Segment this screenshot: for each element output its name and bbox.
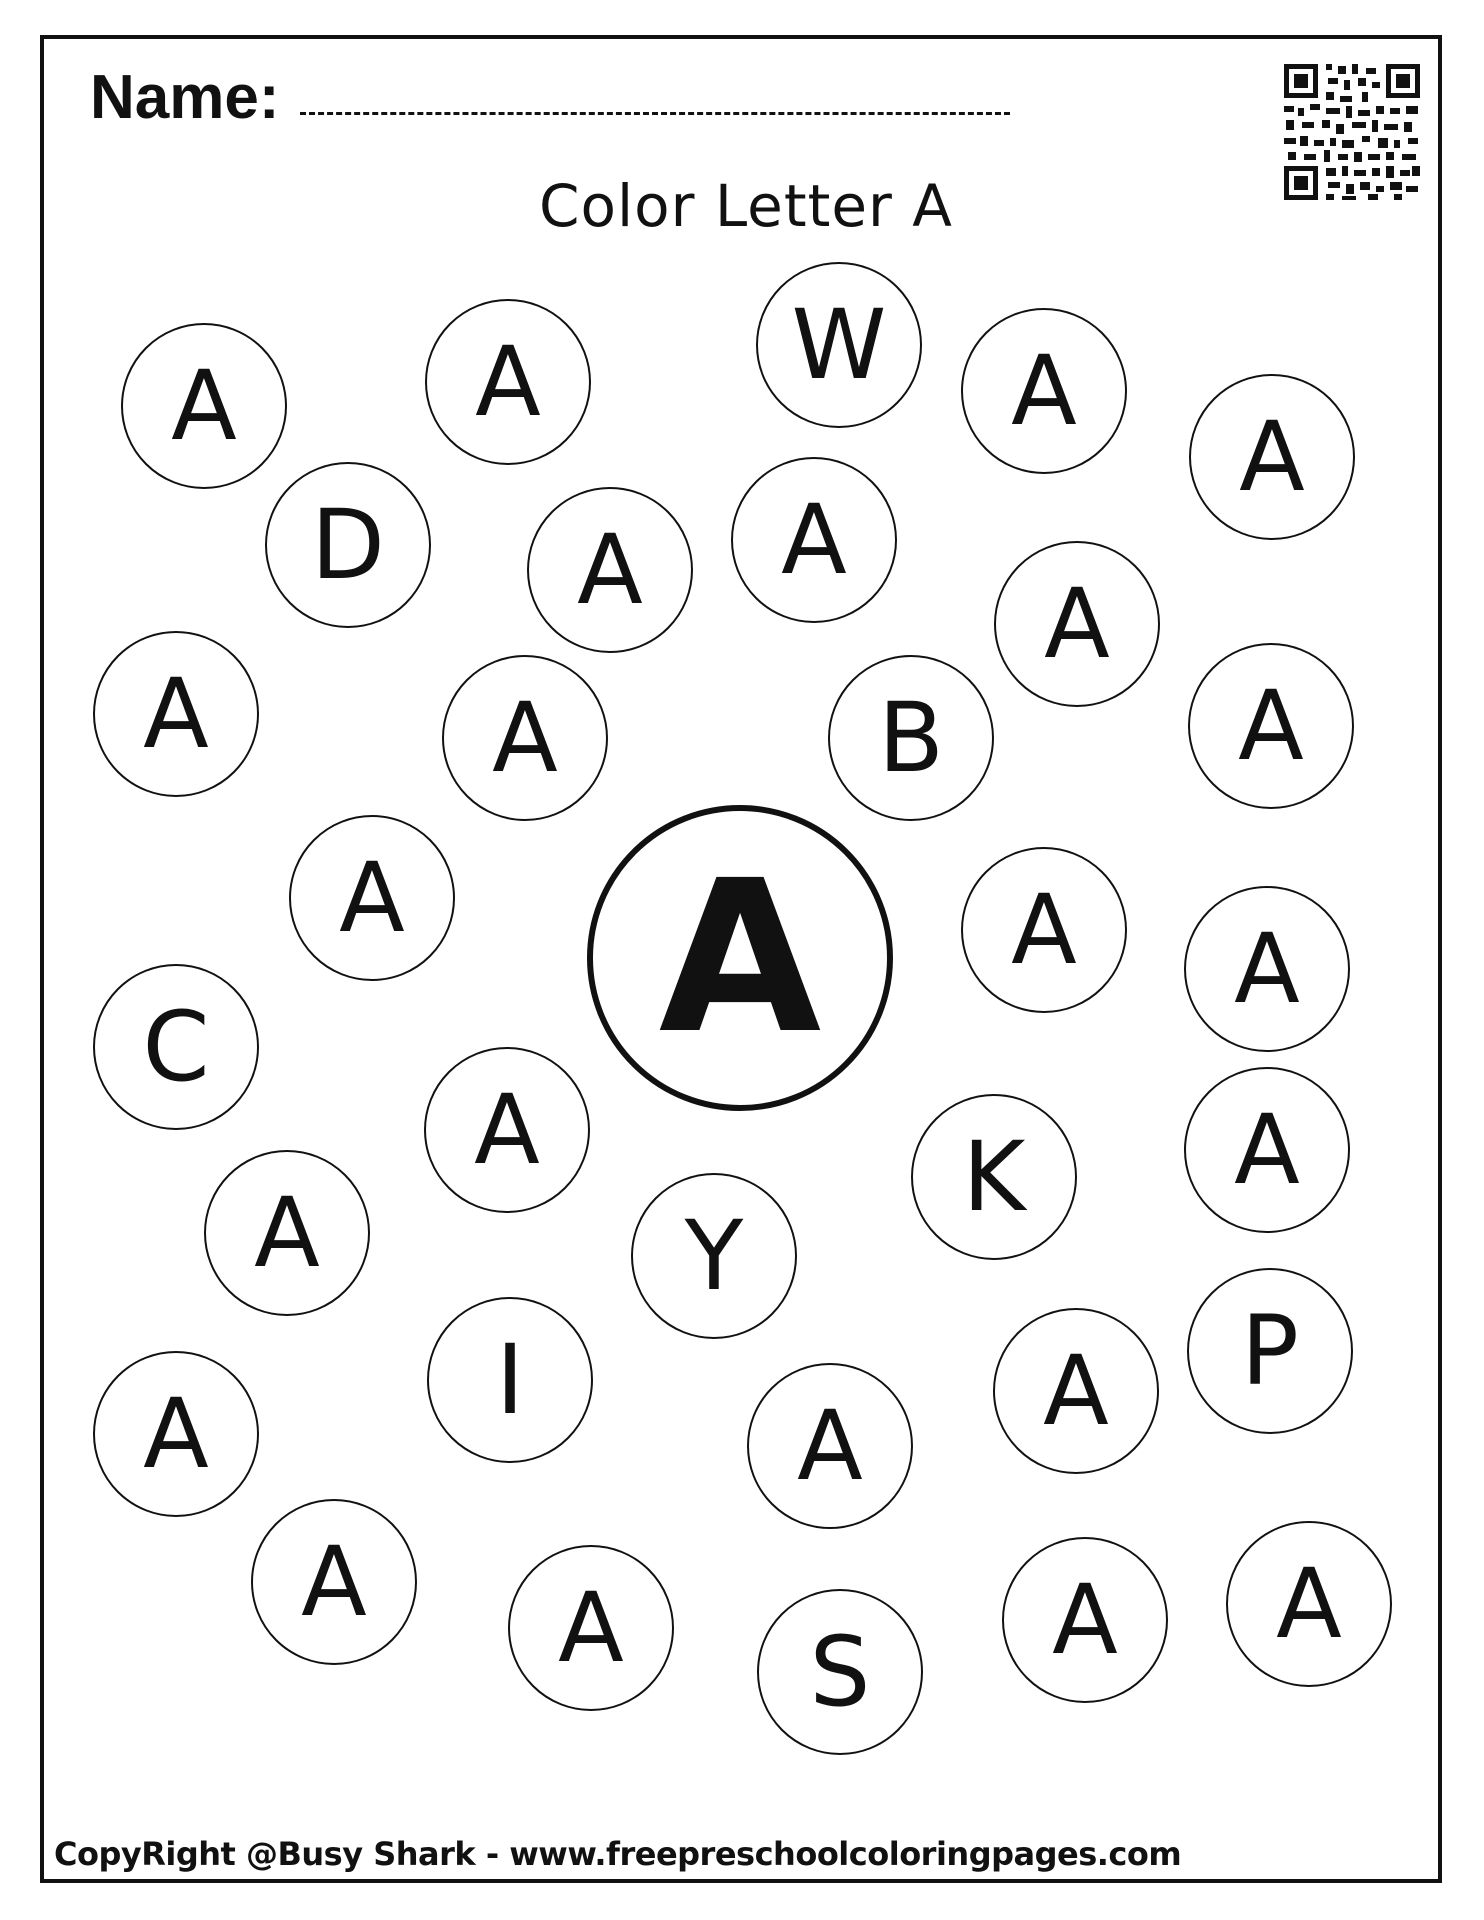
name-label: Name: — [90, 63, 280, 132]
letter-dot[interactable]: A — [1226, 1521, 1392, 1687]
letter-dot[interactable]: C — [93, 964, 259, 1130]
letter-dot[interactable]: A — [289, 815, 455, 981]
letter-dot[interactable]: S — [757, 1589, 923, 1755]
letter-dot[interactable]: A — [121, 323, 287, 489]
letter-dot[interactable]: A — [1189, 374, 1355, 540]
worksheet-title: Color Letter A — [539, 172, 953, 240]
qr-code-icon — [1282, 62, 1422, 202]
letter-dot[interactable]: A — [442, 655, 608, 821]
letter-dot[interactable]: A — [1184, 886, 1350, 1052]
letter-dot[interactable]: A — [1002, 1537, 1168, 1703]
letter-dot[interactable]: A — [731, 457, 897, 623]
letter-dot[interactable]: A — [1188, 643, 1354, 809]
letter-dot[interactable]: A — [961, 308, 1127, 474]
letter-dot[interactable]: I — [427, 1297, 593, 1463]
letter-dot[interactable]: A — [424, 1047, 590, 1213]
center-letter-dot: A — [587, 805, 893, 1111]
letter-dot[interactable]: P — [1187, 1268, 1353, 1434]
letter-dot[interactable]: A — [93, 631, 259, 797]
letter-dot[interactable]: A — [425, 299, 591, 465]
letter-dot[interactable]: A — [204, 1150, 370, 1316]
letter-dot[interactable]: A — [1184, 1067, 1350, 1233]
letter-dot[interactable]: B — [828, 655, 994, 821]
letter-dot[interactable]: A — [994, 541, 1160, 707]
letter-dot[interactable]: K — [911, 1094, 1077, 1260]
letter-dot[interactable]: A — [508, 1545, 674, 1711]
letter-dot[interactable]: A — [93, 1351, 259, 1517]
letter-dot[interactable]: A — [251, 1499, 417, 1665]
letter-dot[interactable]: A — [993, 1308, 1159, 1474]
letter-dot[interactable]: A — [747, 1363, 913, 1529]
copyright-text: CopyRight @Busy Shark - www.freepreschoolcoloringpages.com — [54, 1835, 1182, 1873]
letter-dot[interactable]: A — [527, 487, 693, 653]
letter-dot[interactable]: W — [756, 262, 922, 428]
letter-dot[interactable]: Y — [631, 1173, 797, 1339]
letter-dot[interactable]: A — [961, 847, 1127, 1013]
name-write-line — [300, 112, 1010, 115]
letter-dot[interactable]: D — [265, 462, 431, 628]
